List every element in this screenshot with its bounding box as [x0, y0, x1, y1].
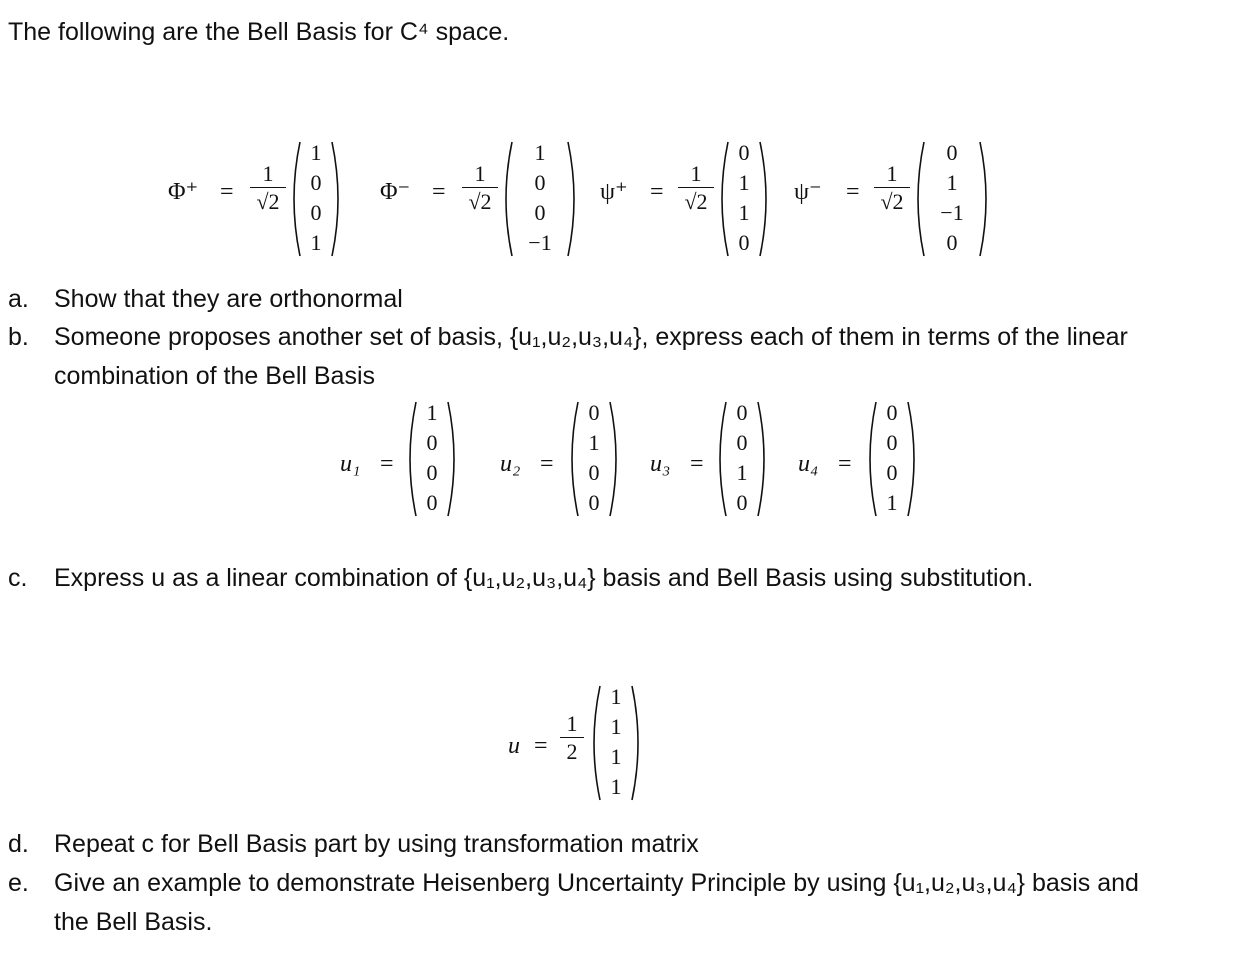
vector-entry: 1	[310, 140, 322, 165]
u-coefficient	[560, 712, 584, 763]
fraction-bar	[462, 187, 498, 188]
item-e-label: e.	[8, 869, 29, 897]
numerator: 1	[886, 161, 898, 186]
vector-entry: 1	[610, 744, 622, 769]
vector-entry: 0	[946, 140, 958, 165]
right-paren	[630, 684, 644, 802]
vector-entry: 0	[886, 430, 898, 455]
right-paren	[330, 140, 344, 258]
vector-entry: 1	[588, 430, 600, 455]
vector-entry: 1	[738, 200, 750, 225]
phi-plus-coefficient	[250, 162, 286, 213]
numerator: 1	[474, 161, 486, 186]
vector-entry: 1	[946, 170, 958, 195]
equals-sign: =	[220, 179, 234, 205]
denominator: √2	[880, 189, 904, 215]
u2-symbol: u₂	[500, 451, 521, 477]
vector-entry: 1	[310, 230, 322, 255]
equals-sign: =	[540, 451, 554, 477]
denominator: √2	[468, 189, 492, 215]
vector-entry: −1	[940, 200, 964, 225]
vector-entry: 1	[738, 170, 750, 195]
vector-entry: 1	[610, 684, 622, 709]
vector-entry: 0	[946, 230, 958, 255]
item-e-text: Give an example to demonstrate Heisenberg Uncertainty Principle by using {u₁,u₂,u₃,u₄} basis and	[54, 869, 1139, 897]
phi-plus-symbol: Φ⁺	[168, 179, 199, 205]
fraction-bar	[678, 187, 714, 188]
denominator: 2	[566, 739, 578, 765]
psi-minus-vector	[912, 140, 992, 258]
item-b-text-continued: combination of the Bell Basis	[54, 362, 376, 390]
right-paren	[978, 140, 992, 258]
equals-sign: =	[838, 451, 852, 477]
u3-symbol: u₃	[650, 451, 671, 477]
item-a-label: a.	[8, 285, 29, 313]
vector-entry: 0	[310, 170, 322, 195]
u4-symbol: u₄	[798, 451, 819, 477]
right-paren	[566, 140, 580, 258]
psi-plus-coefficient	[678, 162, 714, 213]
phi-minus-coefficient	[462, 162, 498, 213]
vector-entry: 0	[736, 400, 748, 425]
vector-entry: 0	[738, 140, 750, 165]
vector-entry: 0	[534, 170, 546, 195]
equals-sign: =	[846, 179, 860, 205]
vector-entry: 0	[588, 460, 600, 485]
vector-entry: 0	[886, 400, 898, 425]
psi-minus-coefficient	[874, 162, 910, 213]
u4-vector	[864, 400, 920, 518]
phi-minus-vector	[500, 140, 580, 258]
psi-minus-symbol: ψ⁻	[794, 179, 822, 205]
right-paren	[756, 400, 770, 518]
right-paren	[758, 140, 772, 258]
intro-text: The following are the Bell Basis for C⁴ space.	[8, 18, 510, 46]
numerator: 1	[566, 711, 578, 736]
denominator: √2	[256, 189, 280, 215]
equals-sign: =	[690, 451, 704, 477]
psi-plus-symbol: ψ⁺	[600, 179, 628, 205]
fraction-bar	[250, 187, 286, 188]
vector-entry: 1	[534, 140, 546, 165]
vector-entry: 0	[886, 460, 898, 485]
fraction-bar	[560, 737, 584, 738]
u1-symbol: u₁	[340, 451, 361, 477]
vector-entry: 1	[610, 774, 622, 799]
numerator: 1	[262, 161, 274, 186]
vector-entry: 0	[738, 230, 750, 255]
vector-entry: 0	[310, 200, 322, 225]
right-paren	[906, 400, 920, 518]
vector-entry: 0	[534, 200, 546, 225]
equals-sign: =	[650, 179, 664, 205]
vector-entry: 0	[426, 430, 438, 455]
item-e-text-continued: the Bell Basis.	[54, 908, 213, 936]
item-d-label: d.	[8, 830, 29, 858]
item-b-text: Someone proposes another set of basis, {u₁,u₂,u₃,u₄}, express each of them in terms of the linear	[54, 323, 1128, 351]
numerator: 1	[690, 161, 702, 186]
vector-entry: 0	[426, 460, 438, 485]
item-b-label: b.	[8, 323, 29, 351]
item-d-text: Repeat c for Bell Basis part by using transformation matrix	[54, 830, 699, 858]
equals-sign: =	[534, 733, 548, 759]
item-c-label: c.	[8, 564, 28, 592]
vector-entry: 0	[736, 490, 748, 515]
item-a-text: Show that they are orthonormal	[54, 285, 403, 313]
right-paren	[446, 400, 460, 518]
vector-entry: 0	[736, 430, 748, 455]
vector-entry: 1	[610, 714, 622, 739]
vector-entry: 1	[886, 490, 898, 515]
right-paren	[608, 400, 622, 518]
vector-entry: 1	[736, 460, 748, 485]
vector-entry: 0	[426, 490, 438, 515]
vector-entry: −1	[528, 230, 552, 255]
u1-vector	[404, 400, 460, 518]
equals-sign: =	[380, 451, 394, 477]
phi-plus-vector	[288, 140, 344, 258]
vector-entry: 1	[426, 400, 438, 425]
item-c-text: Express u as a linear combination of {u₁,u₂,u₃,u₄} basis and Bell Basis using substitution.	[54, 564, 1034, 592]
fraction-bar	[874, 187, 910, 188]
u-vector	[588, 684, 644, 802]
denominator: √2	[684, 189, 708, 215]
phi-minus-symbol: Φ⁻	[380, 179, 411, 205]
u-symbol: u	[508, 733, 520, 759]
vector-entry: 0	[588, 400, 600, 425]
u2-vector	[566, 400, 622, 518]
vector-entry: 0	[588, 490, 600, 515]
psi-plus-vector	[716, 140, 772, 258]
equals-sign: =	[432, 179, 446, 205]
u3-vector	[714, 400, 770, 518]
